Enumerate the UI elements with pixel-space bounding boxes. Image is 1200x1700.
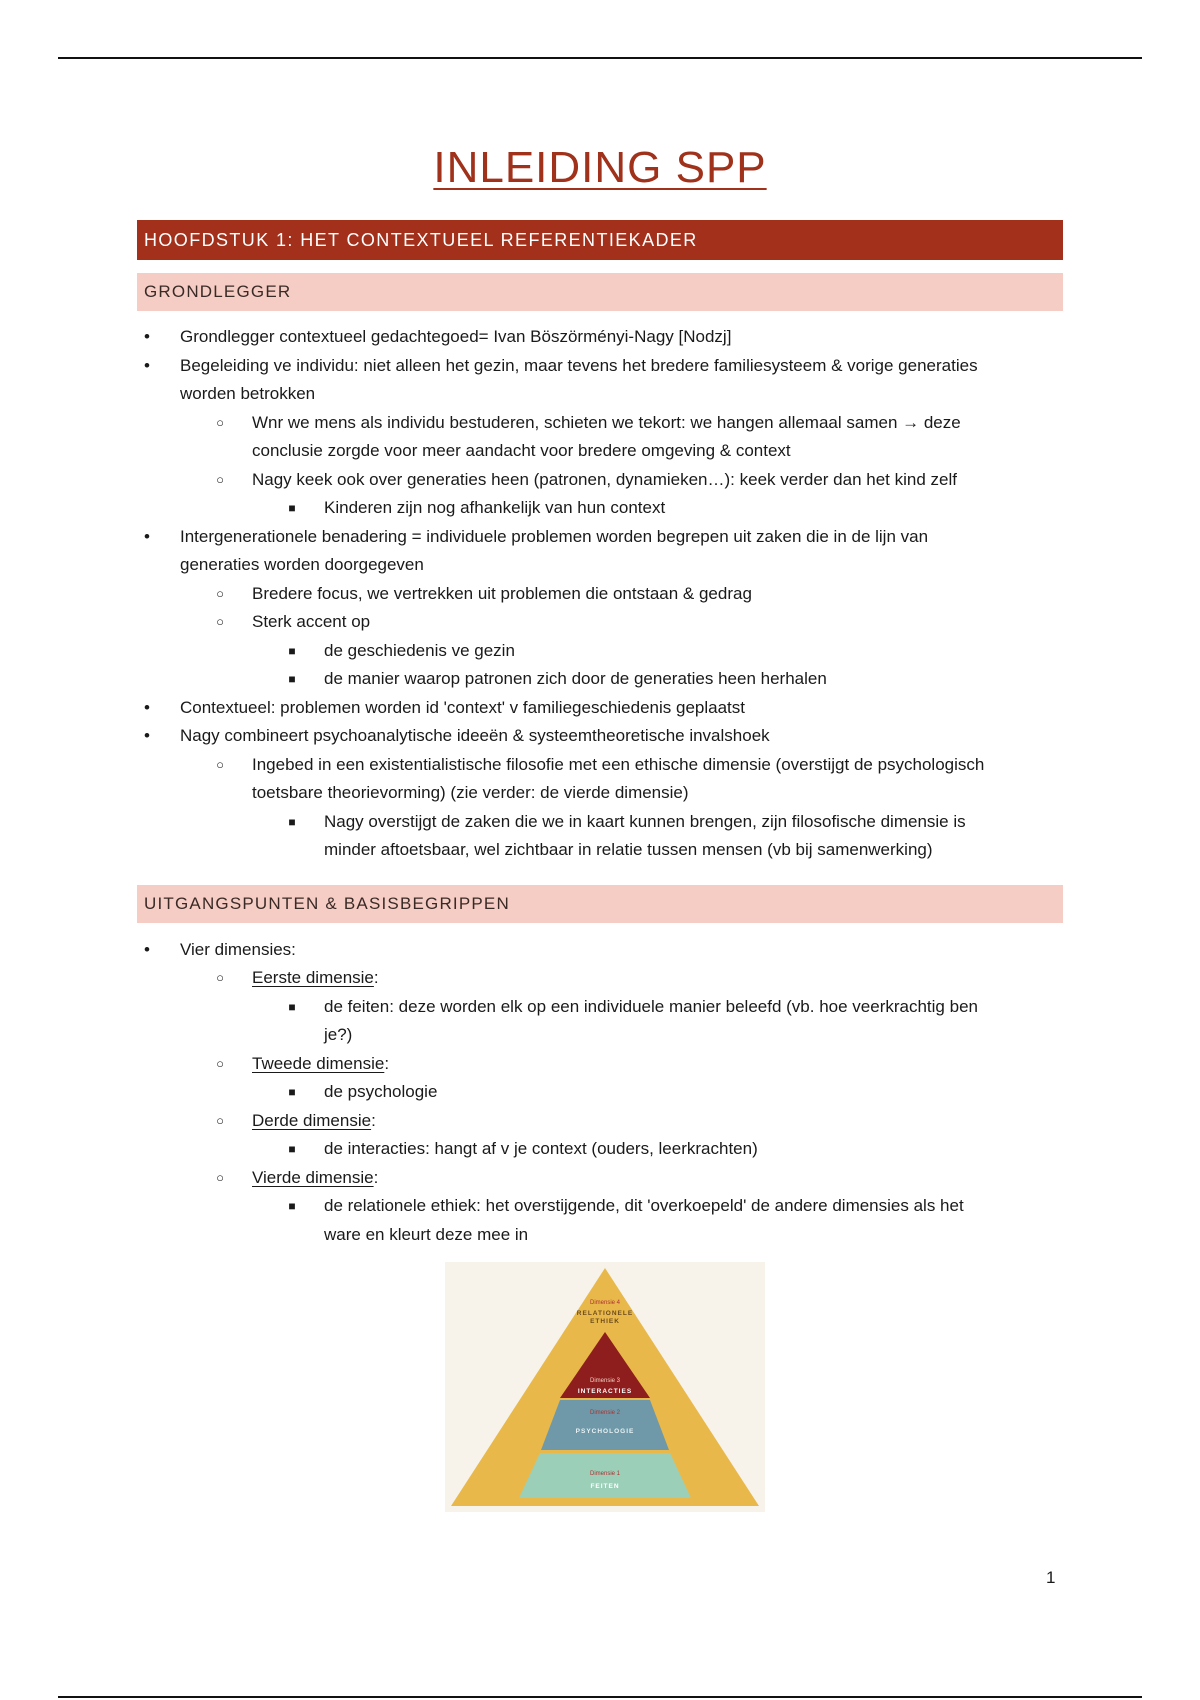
list-item: ○ Bredere focus, we vertrekken uit problemen die ontstaan & gedrag <box>137 580 1063 609</box>
list-item-continuation: conclusie zorgde voor meer aandacht voor bredere omgeving & context <box>252 441 791 460</box>
document-title: INLEIDING SPP <box>433 143 767 192</box>
bullet-icon: • <box>144 726 150 745</box>
list-item: ■ Kinderen zijn nog afhankelijk van hun context <box>137 494 1063 523</box>
list-item: ■ de geschiedenis ve gezin <box>137 637 1063 666</box>
pyramid-d3-small: Dimensie 3 <box>589 1378 621 1384</box>
list-item: ○ Wnr we mens als individu bestuderen, schieten we tekort: we hangen allemaal samen → deze <box>137 409 1063 438</box>
list-item: ○ Tweede dimensie: <box>137 1050 1063 1079</box>
list-item: ○ Eerste dimensie: <box>137 964 1063 993</box>
list-item: • Intergenerationele benadering = individuele problemen worden begrepen uit zaken die in de lijn van <box>137 523 1063 552</box>
circle-bullet-icon: ○ <box>216 414 224 430</box>
page-number: 1 <box>1046 1568 1056 1587</box>
list-item: ■ de manier waarop patronen zich door de generaties heen herhalen <box>137 665 1063 694</box>
bullet-icon: • <box>144 327 150 346</box>
bullet-icon: • <box>144 697 150 717</box>
bullet-icon: • <box>144 939 150 959</box>
pyramid-d1-small: Dimensie 1 <box>589 1471 621 1477</box>
pyramid-d4-small: Dimensie 4 <box>589 1300 621 1306</box>
list-item: ■ de psychologie <box>137 1078 1063 1107</box>
list-item: ○ Ingebed in een existentialistische filosofie met een ethische dimensie (overstijgt de psychologisch <box>137 751 1063 780</box>
dimensions-pyramid <box>445 1262 765 1512</box>
circle-bullet-icon: ○ <box>216 614 224 629</box>
list-item: • Vier dimensies: <box>137 936 1063 965</box>
square-bullet-icon: ■ <box>288 672 296 686</box>
bullet-icon: • <box>144 526 150 546</box>
list-item-continuation: ware en kleurt deze mee in <box>324 1224 529 1244</box>
list-item: ○ Derde dimensie: <box>137 1107 1063 1136</box>
list-item: ■ de feiten: deze worden elk op een individuele manier beleefd (vb. hoe veerkrachtig ben <box>137 993 1063 1022</box>
list-item: ○ Vierde dimensie: <box>137 1164 1063 1193</box>
list-item: • Nagy combineert psychoanalytische ideeën & systeemtheoretische invalshoek <box>137 722 1063 751</box>
square-bullet-icon: ■ <box>288 501 296 515</box>
list-item: • Contextueel: problemen worden id 'context' v familiegeschiedenis geplaatst <box>137 694 1063 723</box>
list-item-continuation: generaties worden doorgegeven <box>180 555 424 574</box>
list-item: ■ de interacties: hangt af v je context (ouders, leerkrachten) <box>137 1135 1063 1164</box>
section-heading-uitgangspunten: UITGANGSPUNTEN & BASISBEGRIPPEN <box>137 885 1063 923</box>
pyramid-d4-label-2: ETHIEK <box>590 1318 620 1325</box>
pyramid-d1-label: FEITEN <box>590 1483 620 1490</box>
square-bullet-icon: ■ <box>288 1085 296 1099</box>
uitgangspunten-list <box>137 936 1063 1250</box>
square-bullet-icon: ■ <box>288 1142 296 1156</box>
pyramid-middle-layer <box>541 1400 669 1450</box>
circle-bullet-icon: ○ <box>216 1169 224 1185</box>
list-item: • Begeleiding ve individu: niet alleen het gezin, maar tevens het bredere familiesysteem & vorige generaties <box>137 352 1063 381</box>
circle-bullet-icon: ○ <box>216 585 224 601</box>
list-item: ■ de relationele ethiek: het overstijgende, dit 'overkoepeld' de andere dimensies als het <box>137 1192 1063 1221</box>
header-rule <box>58 57 1142 59</box>
square-bullet-icon: ■ <box>288 999 296 1014</box>
bullet-icon: • <box>144 355 150 375</box>
circle-bullet-icon: ○ <box>216 1112 224 1128</box>
square-bullet-icon: ■ <box>288 643 296 658</box>
list-item: ○ Sterk accent op <box>137 608 1063 637</box>
circle-bullet-icon: ○ <box>216 970 224 985</box>
list-item: ■ Nagy overstijgt de zaken die we in kaart kunnen brengen, zijn filosofische dimensie is <box>137 808 1063 837</box>
document-body <box>137 138 1063 1249</box>
circle-bullet-icon: ○ <box>216 1055 224 1071</box>
pyramid-d3-label: INTERACTIES <box>577 1388 633 1395</box>
footer-rule <box>58 1696 1142 1698</box>
pyramid-d2-label: PSYCHOLOGIE <box>575 1428 635 1435</box>
chapter-heading: HOOFDSTUK 1: HET CONTEXTUEEL REFERENTIEKADER <box>137 220 1063 260</box>
circle-bullet-icon: ○ <box>216 471 224 487</box>
pyramid-d4-label-1: RELATIONELE <box>576 1310 634 1317</box>
list-item-continuation: minder aftoetsbaar, wel zichtbaar in relatie tussen mensen (vb bij samenwerking) <box>324 840 933 859</box>
list-item-continuation: toetsbare theorievorming) (zie verder: de vierde dimensie) <box>252 783 689 802</box>
list-item-continuation: je?) <box>324 1025 353 1044</box>
list-item: • Grondlegger contextueel gedachtegoed= Ivan Böszörményi-Nagy [Nodzj] <box>137 323 1063 352</box>
square-bullet-icon: ■ <box>288 814 296 829</box>
list-item: ○ Nagy keek ook over generaties heen (patronen, dynamieken…): keek verder dan het kind zelf <box>137 466 1063 495</box>
circle-bullet-icon: ○ <box>216 756 224 772</box>
square-bullet-icon: ■ <box>288 1199 296 1213</box>
pyramid-d2-small: Dimensie 2 <box>589 1410 621 1416</box>
list-item-continuation: worden betrokken <box>180 384 316 403</box>
grondlegger-list <box>137 323 1063 865</box>
section-heading-grondlegger: GRONDLEGGER <box>137 273 1063 311</box>
